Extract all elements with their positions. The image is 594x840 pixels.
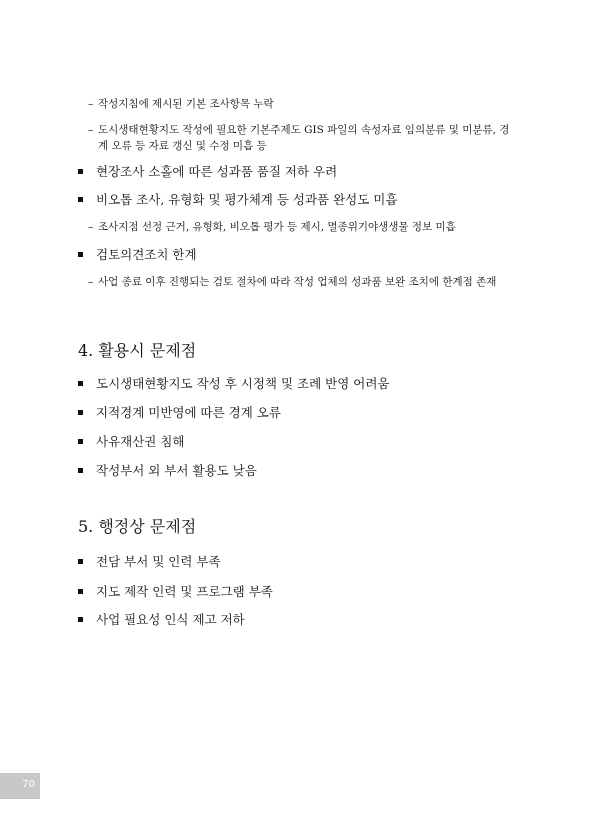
bullet-item xyxy=(78,553,528,571)
bullet-item-text: 현장조사 소홀에 따른 성과품 품질 저하 우려 xyxy=(96,164,338,179)
page-number-badge xyxy=(0,773,40,799)
bullet-item xyxy=(78,375,528,393)
square-bullet-icon xyxy=(78,617,83,622)
bullet-item-text: 사유재산권 침해 xyxy=(96,434,185,449)
list-item-text: 조사지점 선정 근거, 유형화, 비오톱 평가 등 제시, 멸종위기야생생물 정보 미흡 xyxy=(98,221,456,233)
bullet-item xyxy=(78,462,528,480)
bullet-item xyxy=(78,611,528,629)
list-item xyxy=(88,274,518,290)
bullet-item-text: 전담 부서 및 인력 부족 xyxy=(96,554,221,569)
bullet-item xyxy=(78,583,528,601)
list-item-text: 작성지침에 제시된 기본 조사항목 누락 xyxy=(98,98,274,110)
bullet-item xyxy=(78,191,528,209)
dash-marker: – xyxy=(88,276,94,288)
square-bullet-icon xyxy=(78,559,83,564)
square-bullet-icon xyxy=(78,439,83,444)
bullet-item-text: 작성부서 외 부서 활용도 낮음 xyxy=(96,463,257,478)
bullet-item-text: 비오톱 조사, 유형화 및 평가체계 등 성과품 완성도 미흡 xyxy=(96,192,398,207)
bullet-item xyxy=(78,246,528,264)
square-bullet-icon xyxy=(78,468,83,473)
bullet-item-text: 사업 필요성 인식 제고 저하 xyxy=(96,612,245,627)
page-number: 70 xyxy=(22,779,35,790)
list-item xyxy=(88,96,518,112)
list-item-text: 도시생태현황지도 작성에 필요한 기본주제도 GIS 파일의 속성자료 임의분류 및 미분류, 경계 오류 등 자료 갱신 및 수정 미흡 등 xyxy=(98,124,510,152)
dash-marker: – xyxy=(88,221,94,233)
square-bullet-icon xyxy=(78,169,83,174)
bullet-item xyxy=(78,433,528,451)
dash-marker: – xyxy=(88,98,94,110)
square-bullet-icon xyxy=(78,589,83,594)
square-bullet-icon xyxy=(78,252,83,257)
section-heading: 4. 활용시 문제점 xyxy=(78,341,197,360)
list-item xyxy=(88,122,518,154)
bullet-item-text: 지적경계 미반영에 따른 경계 오류 xyxy=(96,405,281,420)
list-item xyxy=(88,219,518,235)
list-item-text: 사업 종료 이후 진행되는 검토 절차에 따라 작성 업체의 성과품 보완 조치에 한계점 존재 xyxy=(98,276,497,288)
square-bullet-icon xyxy=(78,410,83,415)
dash-marker: – xyxy=(88,124,94,136)
bullet-item xyxy=(78,163,528,181)
square-bullet-icon xyxy=(78,197,83,202)
bullet-item-text: 도시생태현황지도 작성 후 시정책 및 조례 반영 어려움 xyxy=(96,376,390,391)
bullet-item-text: 검토의견조치 한계 xyxy=(96,247,197,262)
bullet-item xyxy=(78,404,528,422)
section-heading: 5. 행정상 문제점 xyxy=(78,517,197,536)
bullet-item-text: 지도 제작 인력 및 프로그램 부족 xyxy=(96,584,273,599)
square-bullet-icon xyxy=(78,381,83,386)
